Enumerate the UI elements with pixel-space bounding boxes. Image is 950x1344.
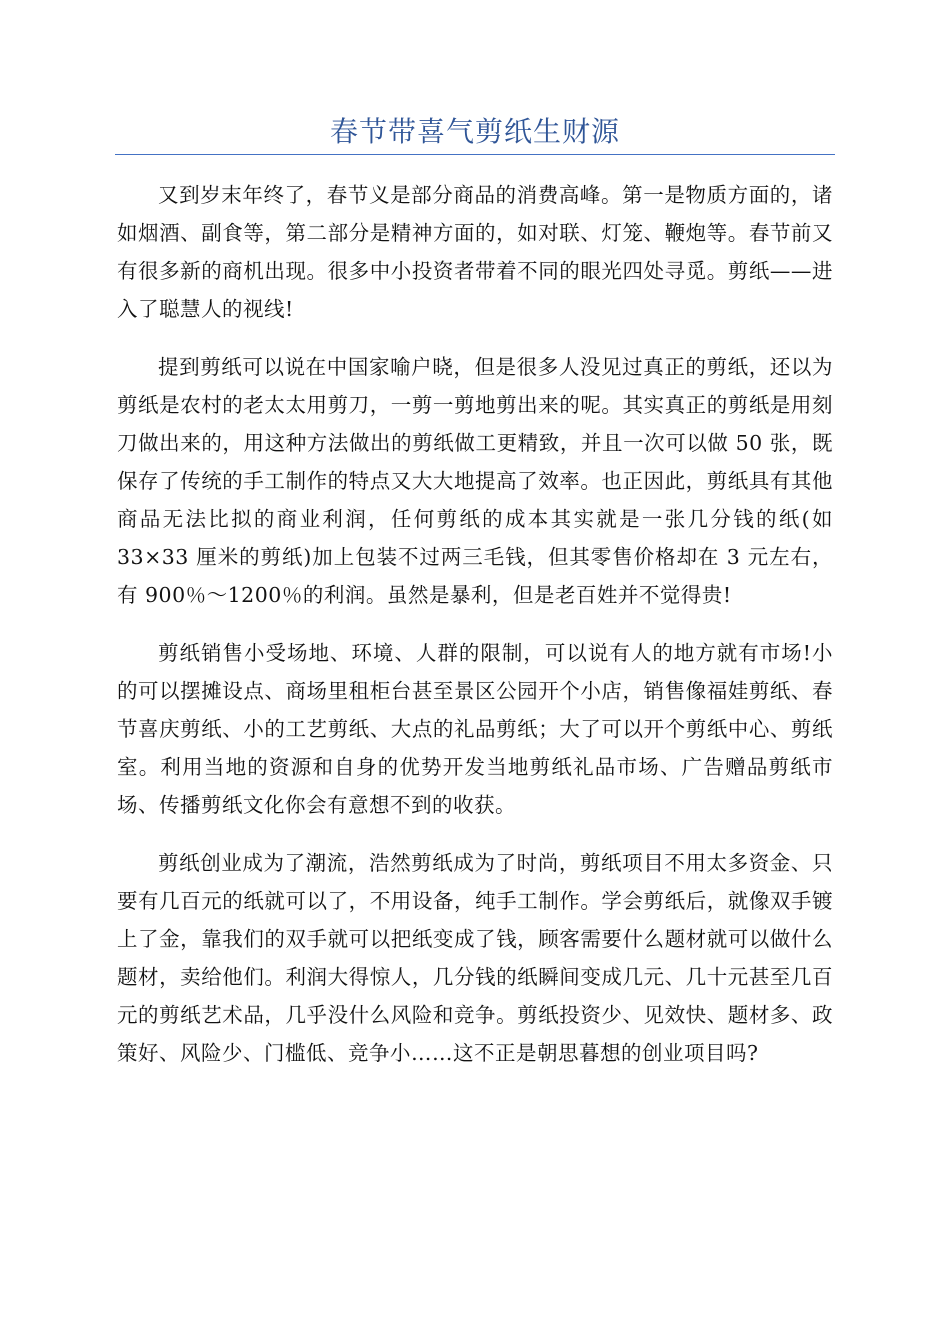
document-title: 春节带喜气剪纸生财源 — [329, 115, 620, 148]
document-body — [117, 176, 833, 1092]
paragraph-1: 又到岁末年终了，春节义是部分商品的消费高峰。第一是物质方面的，诸如烟酒、副食等，第二部分是精神方面的，如对联、灯笼、鞭炮等。春节前又有很多新的商机出现。很多中小投资者带着不同的眼光四处寻觅。剪纸——进入了聪慧人的视线! — [117, 183, 833, 321]
paragraph-4: 剪纸创业成为了潮流，浩然剪纸成为了时尚，剪纸项目不用太多资金、只要有几百元的纸就可以了，不用设备，纯手工制作。学会剪纸后，就像双手镀上了金，靠我们的双手就可以把纸变成了钱，顾客需要什么题材就可以做什么题材，卖给他们。利润大得惊人，几分钱的纸瞬间变成几元、几十元甚至几百元的剪纸艺术品，几乎没什么风险和竞争。剪纸投资少、见效快、题材多、政策好、风险少、门槛低、竞争小……这不正是朝思暮想的创业项目吗? — [117, 851, 833, 1065]
title-underline-rule — [115, 154, 835, 155]
paragraph-2: 提到剪纸可以说在中国家喻户晓，但是很多人没见过真正的剪纸，还以为剪纸是农村的老太太用剪刀，一剪一剪地剪出来的呢。其实真正的剪纸是用刻刀做出来的，用这种方法做出的剪纸做工更精致，并且一次可以做 50 张，既保存了传统的手工制作的特点又大大地提高了效率。也正因此，剪纸具有其他商品无法比拟的商业利润，任何剪纸的成本其实就是一张几分钱的纸(如 33×33 厘米的剪纸)加上包装不过两三毛钱，但其零售价格却在 3 元左右，有 900％～1200％的利润。虽然是暴利，但是老百姓并不觉得贵! — [117, 355, 833, 607]
paragraph-3: 剪纸销售小受场地、环境、人群的限制，可以说有人的地方就有市场!小的可以摆摊设点、商场里租柜台甚至景区公园开个小店，销售像福娃剪纸、春节喜庆剪纸、小的工艺剪纸、大点的礼品剪纸；大了可以开个剪纸中心、剪纸室。利用当地的资源和自身的优势开发当地剪纸礼品市场、广告赠品剪纸市场、传播剪纸文化你会有意想不到的收获。 — [117, 641, 833, 817]
